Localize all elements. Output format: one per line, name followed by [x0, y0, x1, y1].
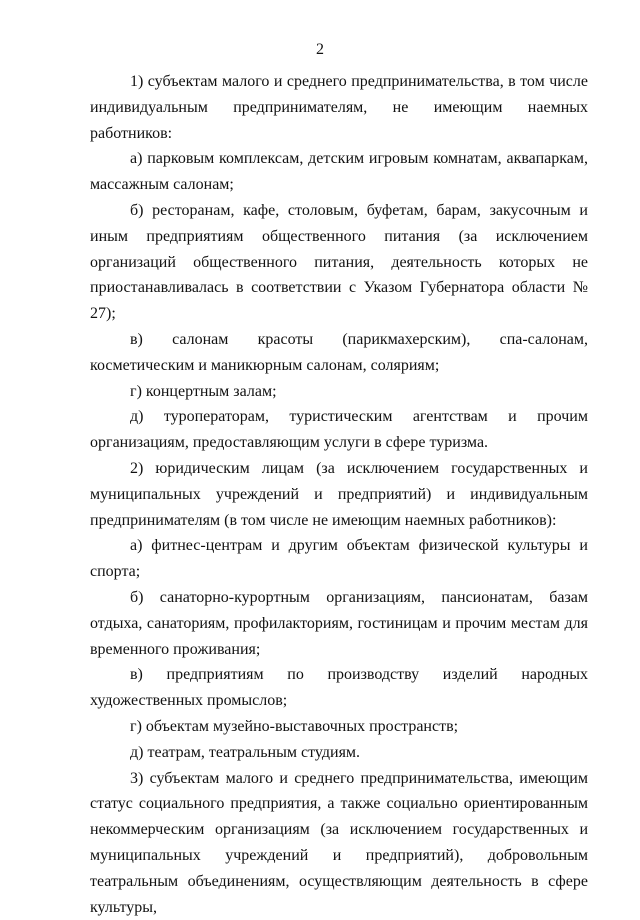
paragraph-item-1d: д) туроператорам, туристическим агентствам и прочим организациям, предоставляющим услуги в сфере туризма. [90, 408, 588, 452]
paragraph-item-2a: а) фитнес-центрам и другим объектам физической культуры и спорта; [90, 537, 588, 581]
paragraph-item-1b: б) ресторанам, кафе, столовым, буфетам, барам, закусочным и иным предприятиям общественного питания (за исключением организаций общественного питания, деятельность которых не приостанавливалась в соответствии с Указом Губернатора области № 27); [90, 201, 588, 323]
paragraph-item-1g: г) концертным залам; [130, 382, 277, 400]
paragraph-item-3: 3) субъектам малого и среднего предпринимательства, имеющим статус социального предприятия, а также социально ориентированным некоммерческим организациям (за исключением государственных и муниципальных учреждений и предприятий), добровольным театральным объединениям, осуществляющим деятельность в сфере культуры, [90, 769, 588, 916]
paragraph-item-2b: б) санаторно-курортным организациям, пансионатам, базам отдыха, санаториям, профилакториям, гостиницам и прочим местам для временного проживания; [90, 588, 588, 658]
paragraph-item-2d: д) театрам, театральным студиям. [130, 743, 361, 761]
paragraph-item-2: 2) юридическим лицам (за исключением государственных и муниципальных учреждений и предприятий) и индивидуальным предпринимателям (в том числе не имеющим наемных работников): [90, 459, 588, 529]
paragraph-item-2v: в) предприятиям по производству изделий народных художественных промыслов; [90, 666, 588, 710]
document-body [90, 69, 588, 920]
paragraph-item-1a: а) парковым комплексам, детским игровым комнатам, аквапаркам, массажным салонам; [90, 150, 588, 194]
page-number: 2 [316, 41, 324, 58]
paragraph-item-1: 1) субъектам малого и среднего предпринимательства, в том числе индивидуальным предпринимателям, не имеющим наемных работников: [90, 73, 588, 142]
paragraph-item-1v: в) салонам красоты (парикмахерским), спа-салонам, косметическим и маникюрным салонам, соляриям; [90, 330, 588, 374]
paragraph-item-2g: г) объектам музейно-выставочных пространств; [130, 717, 459, 735]
